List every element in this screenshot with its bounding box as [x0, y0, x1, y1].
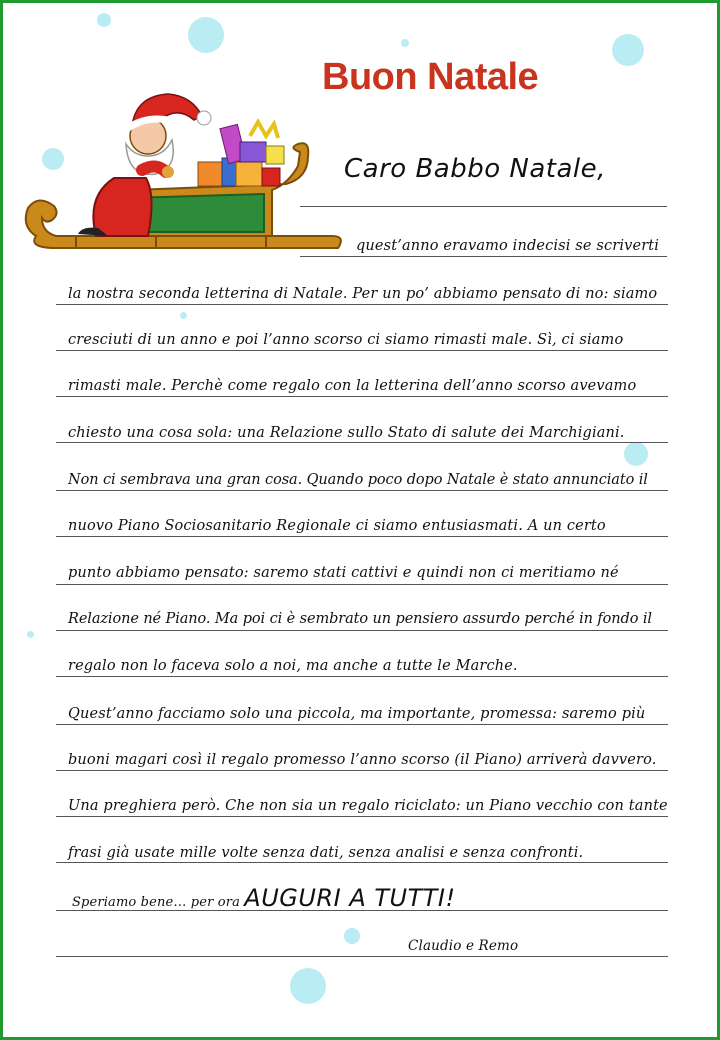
snow-dot — [290, 968, 326, 1004]
snow-dot — [188, 17, 224, 53]
letter-line: chiesto una cosa sola: una Relazione sullo Stato di salute dei Marchigiani. — [68, 425, 625, 441]
ruled-line — [56, 490, 668, 491]
snow-dot — [344, 928, 360, 944]
closing-greeting: AUGURI A TUTTI! — [244, 884, 456, 912]
letter-line: regalo non lo faceva solo a noi, ma anche a tutte le Marche. — [68, 658, 518, 674]
snow-dot — [180, 312, 187, 319]
letter-line: Relazione né Piano. Ma poi ci è sembrato un pensiero assurdo perché in fondo il — [68, 611, 652, 627]
letter-line: punto abbiamo pensato: saremo stati cattivi e quindi non ci meritiamo né — [68, 565, 619, 581]
letter-line: quest’anno eravamo indecisi se scriverti — [356, 238, 660, 254]
santa-sleigh-illustration — [16, 86, 356, 261]
letter-line — [68, 798, 668, 814]
letter-line: frasi già usate mille volte senza dati, senza analisi e senza confronti. — [68, 845, 584, 861]
ruled-line — [56, 724, 668, 725]
ruled-line — [56, 630, 668, 631]
ruled-line — [300, 206, 667, 207]
letter-line: buoni magari così il regalo promesso l’anno scorso (il Piano) arriverà davvero. — [68, 752, 657, 768]
closing-lead: Speriamo bene… per ora — [72, 895, 245, 910]
ruled-line — [56, 304, 668, 305]
salutation: Caro Babbo Natale, — [344, 154, 606, 184]
closing-line — [72, 884, 456, 912]
ruled-line — [300, 256, 667, 257]
page-title: Buon Natale — [322, 56, 539, 98]
letter-text: : un Piano vecchio con tante — [455, 798, 668, 814]
letter-line: Quest’anno facciamo solo una piccola, ma importante, promessa: saremo più — [68, 706, 646, 722]
signature: Claudio e Remo — [408, 938, 519, 954]
letter-line: la nostra seconda letterina di Natale. Per un po’ abbiamo pensato di no: siamo — [68, 286, 658, 302]
ruled-line — [56, 442, 668, 443]
letter-line: nuovo Piano Sociosanitario Regionale ci siamo entusiasmati. A un certo — [68, 518, 606, 534]
letter-line: Non ci sembrava una gran cosa. Quando poco dopo Natale è stato annunciato il — [68, 472, 648, 488]
ruled-line — [56, 956, 668, 957]
letter-text: Una preghiera però. Che non sia un regalo — [68, 798, 395, 814]
letter-line: cresciuti di un anno e poi l’anno scorso ci siamo rimasti male. Sì, ci siamo — [68, 332, 624, 348]
emphasized-word: riciclato — [394, 798, 456, 814]
ruled-line — [56, 396, 668, 397]
snow-dot — [27, 631, 34, 638]
ruled-line — [56, 676, 668, 677]
ruled-line — [56, 770, 668, 771]
snow-dot — [401, 39, 409, 47]
ruled-line — [56, 862, 668, 863]
ruled-line — [56, 584, 668, 585]
snow-dot — [97, 13, 111, 27]
ruled-line — [56, 350, 668, 351]
snow-dot — [612, 34, 644, 66]
letter-line: rimasti male. Perchè come regalo con la letterina dell’anno scorso avevamo — [68, 378, 637, 394]
snow-dot — [624, 442, 648, 466]
ruled-line — [56, 536, 668, 537]
ruled-line — [56, 816, 668, 817]
